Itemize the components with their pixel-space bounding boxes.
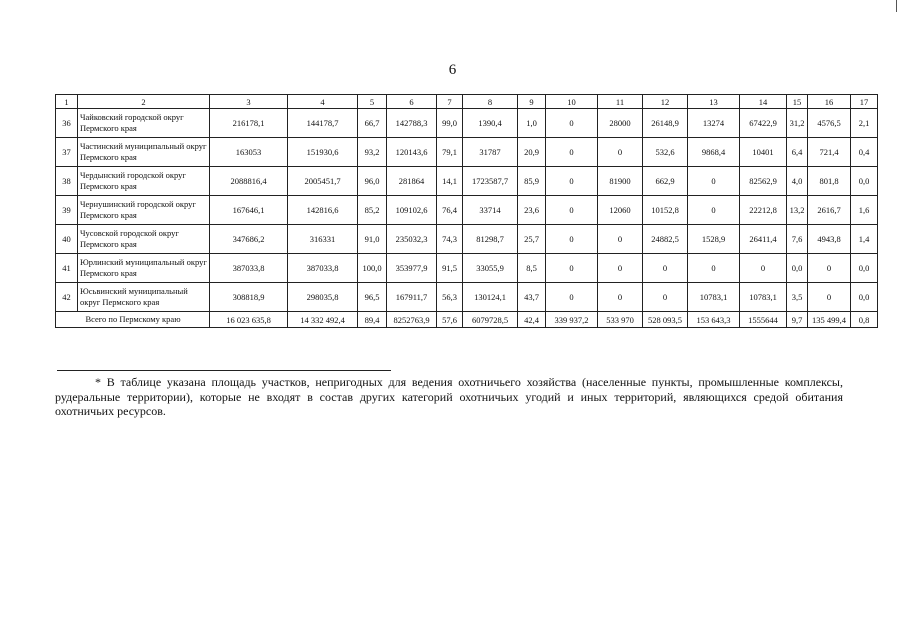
value-cell: 67422,9 [740, 109, 787, 138]
value-cell: 33055,9 [463, 254, 518, 283]
total-value-cell: 14 332 492,4 [288, 312, 358, 328]
row-number: 36 [56, 109, 78, 138]
value-cell: 130124,1 [463, 283, 518, 312]
row-number: 38 [56, 167, 78, 196]
value-cell: 33714 [463, 196, 518, 225]
value-cell: 91,0 [358, 225, 387, 254]
value-cell: 93,2 [358, 138, 387, 167]
header-cell: 5 [358, 95, 387, 109]
row-number: 37 [56, 138, 78, 167]
header-cell: 16 [808, 95, 851, 109]
value-cell: 0 [546, 138, 598, 167]
district-name: Чернушинский городской округ Пермского края [78, 196, 210, 225]
value-cell: 0 [643, 283, 688, 312]
header-cell: 1 [56, 95, 78, 109]
value-cell: 353977,9 [387, 254, 437, 283]
header-cell: 7 [437, 95, 463, 109]
district-name: Чердынский городской округ Пермского края [78, 167, 210, 196]
value-cell: 74,3 [437, 225, 463, 254]
value-cell: 1390,4 [463, 109, 518, 138]
value-cell: 100,0 [358, 254, 387, 283]
table-row [56, 196, 878, 225]
value-cell: 0,4 [851, 138, 878, 167]
total-value-cell: 135 499,4 [808, 312, 851, 328]
value-cell: 0,0 [787, 254, 808, 283]
value-cell: 1,6 [851, 196, 878, 225]
value-cell: 0 [598, 254, 643, 283]
value-cell: 0 [808, 283, 851, 312]
header-cell: 2 [78, 95, 210, 109]
value-cell: 79,1 [437, 138, 463, 167]
value-cell: 0 [546, 254, 598, 283]
total-value-cell: 8252763,9 [387, 312, 437, 328]
header-cell: 13 [688, 95, 740, 109]
value-cell: 4,0 [787, 167, 808, 196]
value-cell: 0 [598, 225, 643, 254]
value-cell: 31787 [463, 138, 518, 167]
value-cell: 28000 [598, 109, 643, 138]
header-cell: 3 [210, 95, 288, 109]
total-value-cell: 9,7 [787, 312, 808, 328]
value-cell: 0 [598, 283, 643, 312]
value-cell: 801,8 [808, 167, 851, 196]
value-cell: 281864 [387, 167, 437, 196]
value-cell: 662,9 [643, 167, 688, 196]
value-cell: 20,9 [518, 138, 546, 167]
header-cell: 8 [463, 95, 518, 109]
district-name: Частинский муниципальный округ Пермского края [78, 138, 210, 167]
value-cell: 2616,7 [808, 196, 851, 225]
value-cell: 2005451,7 [288, 167, 358, 196]
header-cell: 12 [643, 95, 688, 109]
header-cell: 15 [787, 95, 808, 109]
table-row [56, 138, 878, 167]
value-cell: 13,2 [787, 196, 808, 225]
value-cell: 0 [546, 167, 598, 196]
header-cell: 10 [546, 95, 598, 109]
value-cell: 1528,9 [688, 225, 740, 254]
value-cell: 0 [598, 138, 643, 167]
value-cell: 0,0 [851, 283, 878, 312]
row-number: 41 [56, 254, 78, 283]
value-cell: 56,3 [437, 283, 463, 312]
value-cell: 0 [643, 254, 688, 283]
row-number: 42 [56, 283, 78, 312]
value-cell: 13274 [688, 109, 740, 138]
total-value-cell: 57,6 [437, 312, 463, 328]
value-cell: 308818,9 [210, 283, 288, 312]
value-cell: 235032,3 [387, 225, 437, 254]
district-name: Юрлинский муниципальный округ Пермского края [78, 254, 210, 283]
value-cell: 216178,1 [210, 109, 288, 138]
total-value-cell: 0,8 [851, 312, 878, 328]
value-cell: 721,4 [808, 138, 851, 167]
value-cell: 316331 [288, 225, 358, 254]
value-cell: 10783,1 [688, 283, 740, 312]
value-cell: 76,4 [437, 196, 463, 225]
table-row [56, 254, 878, 283]
value-cell: 12060 [598, 196, 643, 225]
value-cell: 2088816,4 [210, 167, 288, 196]
footnote: * В таблице указана площадь участков, непригодных для ведения охотничьего хозяйства (населенные пункты, промышленные комплексы, рудеральные территории), которые не входят в состав других категорий охотничьих угодий и иных территорий, являющихся средой обитания охотничьих ресурсов. [55, 375, 843, 418]
total-value-cell: 153 643,3 [688, 312, 740, 328]
value-cell: 14,1 [437, 167, 463, 196]
value-cell: 26411,4 [740, 225, 787, 254]
table-row [56, 109, 878, 138]
value-cell: 7,6 [787, 225, 808, 254]
value-cell: 82562,9 [740, 167, 787, 196]
value-cell: 10152,8 [643, 196, 688, 225]
value-cell: 142788,3 [387, 109, 437, 138]
total-label: Всего по Пермскому краю [56, 312, 210, 328]
value-cell: 31,2 [787, 109, 808, 138]
value-cell: 81298,7 [463, 225, 518, 254]
value-cell: 0 [546, 196, 598, 225]
value-cell: 387033,8 [210, 254, 288, 283]
value-cell: 163053 [210, 138, 288, 167]
header-cell: 4 [288, 95, 358, 109]
value-cell: 0 [546, 109, 598, 138]
table-row [56, 283, 878, 312]
value-cell: 26148,9 [643, 109, 688, 138]
value-cell: 1723587,7 [463, 167, 518, 196]
total-value-cell: 533 970 [598, 312, 643, 328]
value-cell: 25,7 [518, 225, 546, 254]
value-cell: 22212,8 [740, 196, 787, 225]
value-cell: 0 [740, 254, 787, 283]
total-value-cell: 6079728,5 [463, 312, 518, 328]
value-cell: 0 [688, 167, 740, 196]
footnote-rule [57, 370, 391, 371]
scan-edge-mark [896, 0, 897, 12]
value-cell: 81900 [598, 167, 643, 196]
value-cell: 144178,7 [288, 109, 358, 138]
district-name: Чайковский городской округ Пермского края [78, 109, 210, 138]
value-cell: 0 [688, 196, 740, 225]
value-cell: 66,7 [358, 109, 387, 138]
value-cell: 85,9 [518, 167, 546, 196]
value-cell: 91,5 [437, 254, 463, 283]
district-name: Юсьвинский муниципальный округ Пермского края [78, 283, 210, 312]
value-cell: 532,6 [643, 138, 688, 167]
value-cell: 0,0 [851, 254, 878, 283]
header-cell: 11 [598, 95, 643, 109]
value-cell: 167646,1 [210, 196, 288, 225]
value-cell: 96,5 [358, 283, 387, 312]
value-cell: 2,1 [851, 109, 878, 138]
table-row [56, 167, 878, 196]
value-cell: 1,0 [518, 109, 546, 138]
data-table [55, 94, 878, 328]
value-cell: 109102,6 [387, 196, 437, 225]
header-row [56, 95, 878, 109]
value-cell: 3,5 [787, 283, 808, 312]
value-cell: 43,7 [518, 283, 546, 312]
header-cell: 9 [518, 95, 546, 109]
total-value-cell: 16 023 635,8 [210, 312, 288, 328]
header-cell: 6 [387, 95, 437, 109]
value-cell: 1,4 [851, 225, 878, 254]
total-value-cell: 42,4 [518, 312, 546, 328]
value-cell: 167911,7 [387, 283, 437, 312]
total-value-cell: 1555644 [740, 312, 787, 328]
table-row [56, 225, 878, 254]
value-cell: 0 [688, 254, 740, 283]
value-cell: 9868,4 [688, 138, 740, 167]
value-cell: 85,2 [358, 196, 387, 225]
value-cell: 4943,8 [808, 225, 851, 254]
row-number: 39 [56, 196, 78, 225]
row-number: 40 [56, 225, 78, 254]
value-cell: 0 [808, 254, 851, 283]
value-cell: 8,5 [518, 254, 546, 283]
value-cell: 6,4 [787, 138, 808, 167]
page-number: 6 [448, 62, 457, 78]
total-value-cell: 339 937,2 [546, 312, 598, 328]
value-cell: 387033,8 [288, 254, 358, 283]
value-cell: 151930,6 [288, 138, 358, 167]
value-cell: 10401 [740, 138, 787, 167]
value-cell: 99,0 [437, 109, 463, 138]
value-cell: 0 [546, 283, 598, 312]
value-cell: 23,6 [518, 196, 546, 225]
value-cell: 10783,1 [740, 283, 787, 312]
total-value-cell: 528 093,5 [643, 312, 688, 328]
value-cell: 0 [546, 225, 598, 254]
value-cell: 96,0 [358, 167, 387, 196]
value-cell: 4576,5 [808, 109, 851, 138]
value-cell: 347686,2 [210, 225, 288, 254]
value-cell: 142816,6 [288, 196, 358, 225]
value-cell: 298035,8 [288, 283, 358, 312]
value-cell: 0,0 [851, 167, 878, 196]
district-name: Чусовской городской округ Пермского края [78, 225, 210, 254]
value-cell: 120143,6 [387, 138, 437, 167]
value-cell: 24882,5 [643, 225, 688, 254]
total-row [56, 312, 878, 328]
header-cell: 17 [851, 95, 878, 109]
total-value-cell: 89,4 [358, 312, 387, 328]
header-cell: 14 [740, 95, 787, 109]
